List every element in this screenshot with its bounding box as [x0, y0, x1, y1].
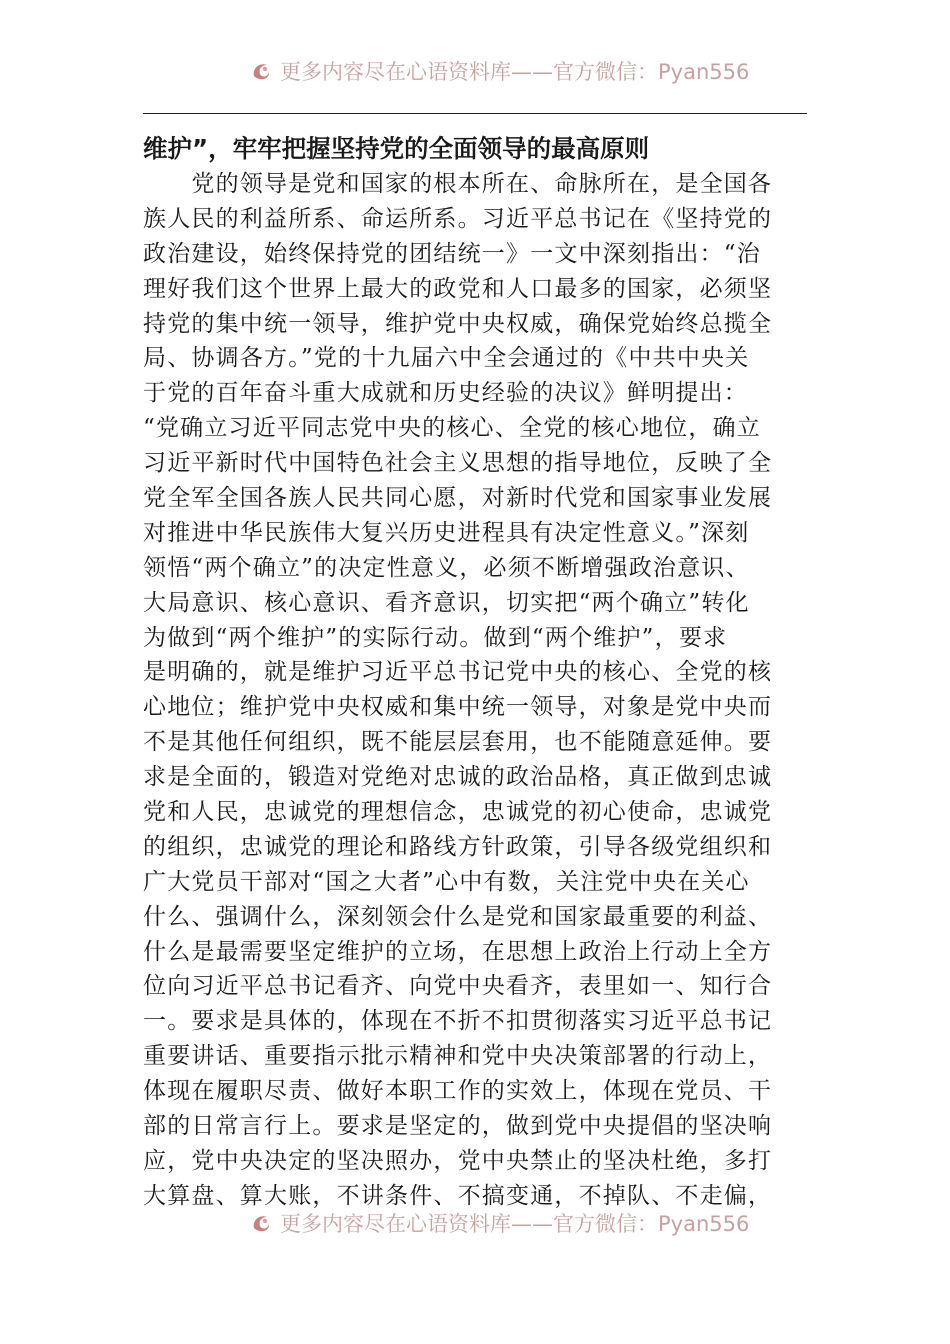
body-line: 不是其他任何组织，既不能层层套用，也不能随意延伸。要: [143, 729, 773, 756]
body-line: “党确立习近平同志党中央的核心、全党的核心地位，确立: [143, 415, 761, 442]
body-line: 是明确的，就是维护习近平总书记党中央的核心、全党的核: [143, 659, 773, 686]
body-line: 习近平新时代中国特色社会主义思想的指导地位，反映了全: [143, 450, 773, 477]
body-line: 应，党中央决定的坚决照办，党中央禁止的坚决杜绝，多打: [143, 1147, 773, 1174]
body-line: 族人民的利益所系、命运所系。习近平总书记在《坚持党的: [143, 205, 773, 232]
body-line: 什么、强调什么，深刻领会什么是党和国家最重要的利益、: [143, 903, 773, 930]
body-line: 大局意识、核心意识、看齐意识，切实把“两个确立”转化: [143, 589, 750, 616]
body-line: 的组织，忠诚党的理论和路线方针政策，引导各级党组织和: [143, 833, 773, 860]
body-line: 领悟“两个确立”的决定性意义，必须不断增强政治意识、: [143, 554, 750, 581]
red-swirl-logo-icon: [250, 1212, 272, 1234]
body-line: 局、协调各方。”党的十九届六中全会通过的《中共中央关: [143, 345, 750, 372]
body-line: 重要讲话、重要指示批示精神和党中央决策部署的行动上，: [143, 1043, 773, 1070]
watermark-text: 更多内容尽在心语资料库——官方微信：Pyan556: [280, 1212, 750, 1236]
body-line: 对推进中华民族伟大复兴历史进程具有决定性意义。”深刻: [143, 519, 750, 546]
footer-watermark: [250, 1206, 770, 1240]
body-line: 广大党员干部对“国之大者”心中有数，关注党中央在关心: [143, 868, 750, 895]
body-line: 大算盘、算大账，不讲条件、不搞变通，不掉队、不走偏，: [143, 1182, 773, 1209]
section-heading: 维护”，牢牢把握坚持党的全面领导的最高原则: [143, 134, 650, 163]
header-watermark: [250, 54, 770, 88]
body-line: 党全军全国各族人民共同心愿，对新时代党和国家事业发展: [143, 485, 773, 512]
body-line: 什么是最需要坚定维护的立场，在思想上政治上行动上全方: [143, 938, 773, 965]
body-line: 党和人民，忠诚党的理想信念，忠诚党的初心使命，忠诚党: [143, 799, 773, 826]
watermark-text: 更多内容尽在心语资料库——官方微信：Pyan556: [280, 60, 750, 84]
red-swirl-logo-icon: [250, 60, 272, 82]
body-line: 心地位；维护党中央权威和集中统一领导，对象是党中央而: [143, 694, 773, 721]
body-line: 政治建设，始终保持党的团结统一》一文中深刻指出：“治: [143, 240, 761, 267]
body-line: 党的领导是党和国家的根本所在、命脉所在，是全国各: [143, 171, 773, 197]
body-line: 部的日常言行上。要求是坚定的，做到党中央提倡的坚决响: [143, 1113, 773, 1140]
body-paragraph: [143, 167, 811, 1214]
body-line: 于党的百年奋斗重大成就和历史经验的决议》鲜明提出：: [143, 380, 748, 407]
body-line: 为做到“两个维护”的实际行动。做到“两个维护”，要求: [143, 624, 728, 651]
body-line: 一。要求是具体的，体现在不折不扣贯彻落实习近平总书记: [143, 1008, 773, 1035]
header-rule: [143, 113, 807, 114]
body-line: 体现在履职尽责、做好本职工作的实效上，体现在党员、干: [143, 1078, 773, 1105]
body-line: 求是全面的，锻造对党绝对忠诚的政治品格，真正做到忠诚: [143, 764, 773, 791]
body-line: 位向习近平总书记看齐、向党中央看齐，表里如一、知行合: [143, 973, 773, 1000]
body-line: 持党的集中统一领导，维护党中央权威，确保党始终总揽全: [143, 310, 773, 337]
body-line: 理好我们这个世界上最大的政党和人口最多的国家，必须坚: [143, 275, 773, 302]
